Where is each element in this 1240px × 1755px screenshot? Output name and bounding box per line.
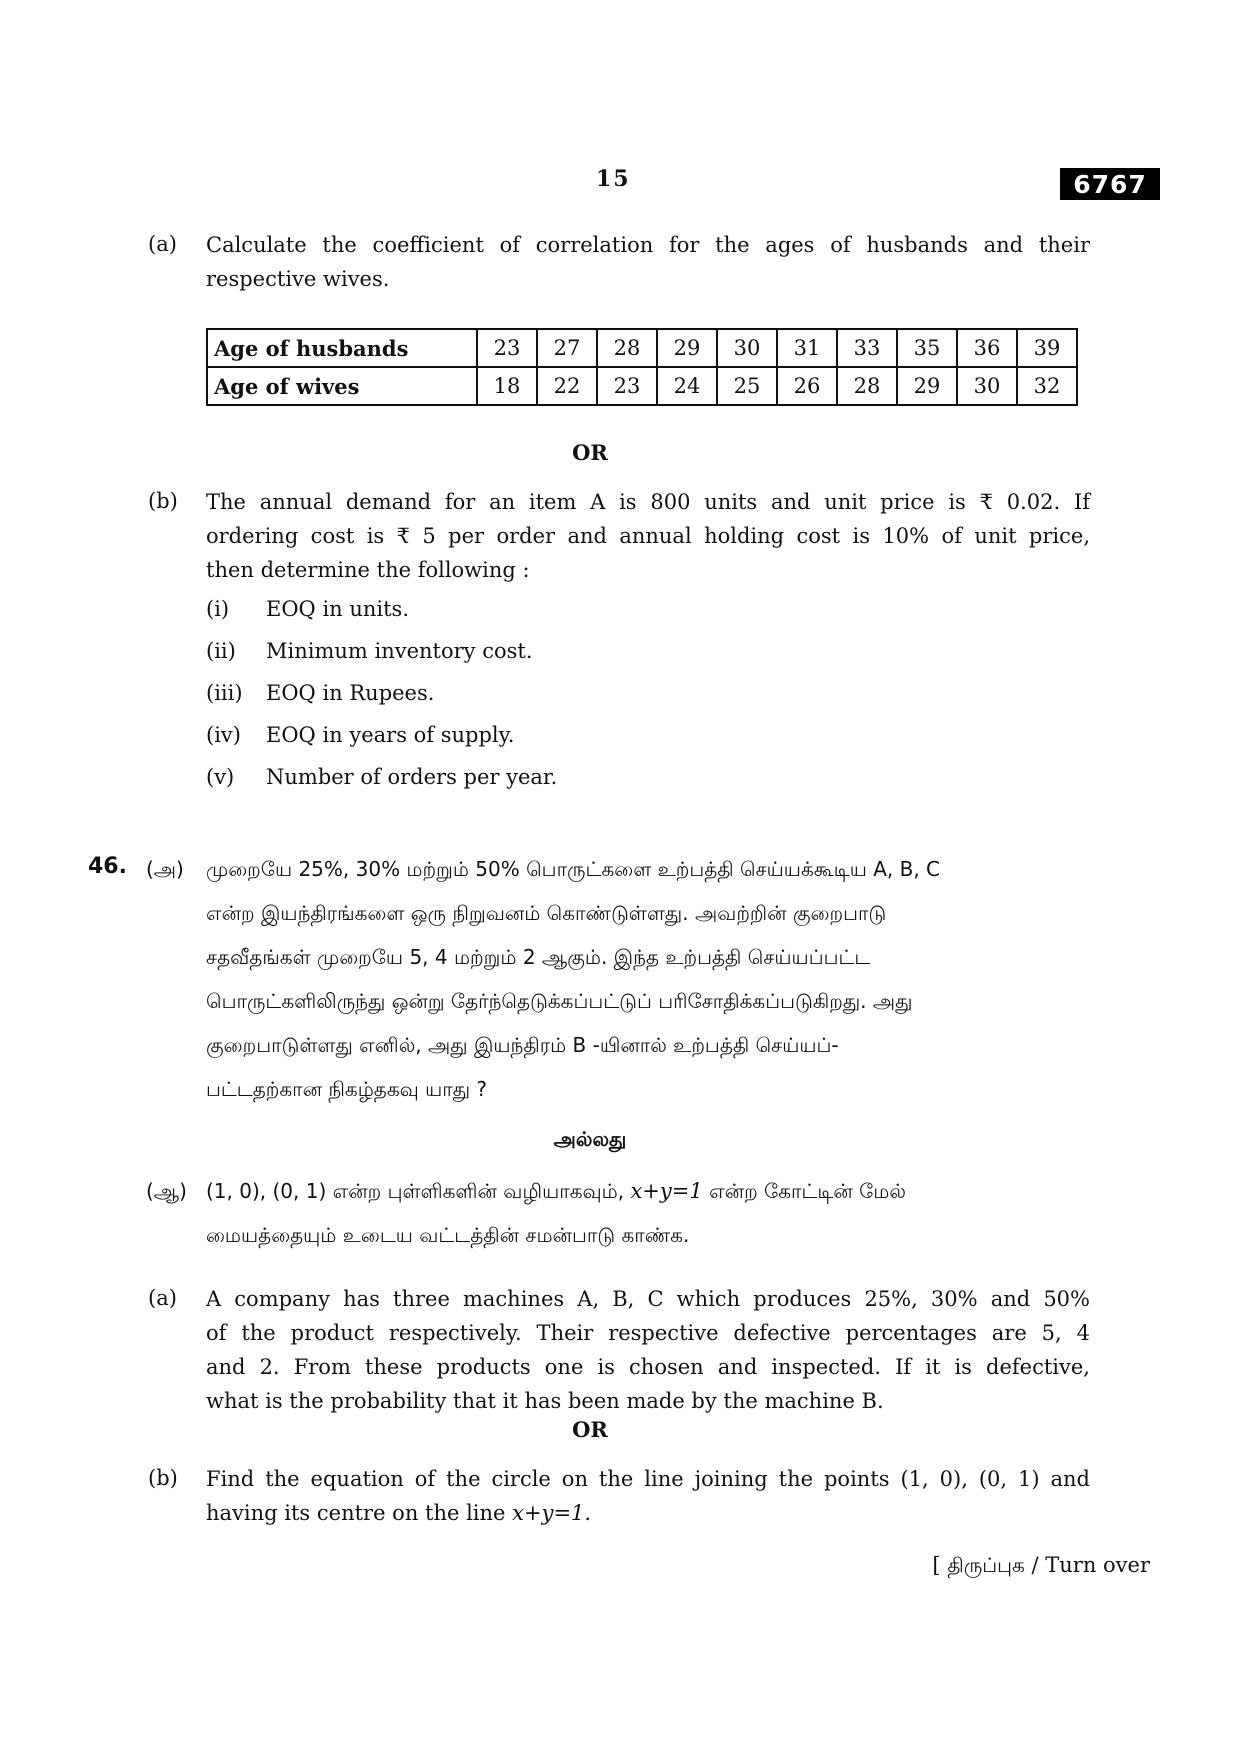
row-header-wives: Age of wives: [207, 367, 477, 405]
q45a-question: [206, 228, 1090, 296]
table-cell: 32: [1017, 367, 1077, 405]
tamil-or-separator: அல்லது: [553, 1127, 627, 1151]
or-separator-1: OR: [572, 440, 608, 465]
q46a-question: [206, 1282, 1090, 1418]
q46b-equation: x+y=1.: [512, 1501, 592, 1525]
sub-item-num: (iii): [206, 681, 243, 705]
q45b-line-2: ordering cost is ₹ 5 per order and annual holding cost is 10% of unit price,: [206, 524, 1090, 548]
q45a-label: (a): [148, 232, 177, 256]
q46-tamil-b-equation: x+y=1: [630, 1179, 703, 1203]
paper-code-badge: 6767: [1060, 168, 1160, 200]
table-cell: 18: [477, 367, 537, 405]
sub-item-num: (ii): [206, 639, 236, 663]
table-cell: 31: [777, 329, 837, 367]
table-cell: 36: [957, 329, 1017, 367]
table-cell: 30: [717, 329, 777, 367]
table-row-wives: [207, 367, 1077, 405]
q46-tamil-b-label: (ஆ): [146, 1179, 187, 1203]
sub-item-num: (v): [206, 765, 235, 789]
sub-item-num: (iv): [206, 723, 241, 747]
table-cell: 29: [657, 329, 717, 367]
turn-over-footer: [932, 1553, 1150, 1580]
q45b-question: [206, 485, 1090, 587]
sub-item-num: (i): [206, 597, 230, 621]
q46a-line: of the product respectively. Their respective defective percentages are 5, 4: [206, 1321, 1090, 1345]
q46b-label: (b): [148, 1466, 178, 1490]
table-cell: 22: [537, 367, 597, 405]
table-cell: 28: [597, 329, 657, 367]
table-cell: 35: [897, 329, 957, 367]
footer-bracket: [: [932, 1553, 941, 1577]
footer-english: Turn over: [1045, 1553, 1150, 1577]
table-cell: 29: [897, 367, 957, 405]
q46-tamil-a-line: முறையே 25%, 30% மற்றும் 50% பொருட்களை உற்பத்தி செய்யக்கூடிய A, B, C: [206, 857, 941, 881]
table-cell: 25: [717, 367, 777, 405]
q45a-line-2: respective wives.: [206, 267, 390, 291]
sub-item-text: EOQ in Rupees.: [266, 681, 435, 705]
q45a-line-1: Calculate the coefficient of correlation for the ages of husbands and their: [206, 233, 1090, 257]
q46-tamil-b-line1-post: என்ற கோட்டின் மேல்: [709, 1179, 906, 1203]
sub-item-text: EOQ in units.: [266, 597, 410, 621]
q46-tamil-a-label: (அ): [146, 857, 184, 881]
table-cell: 23: [597, 367, 657, 405]
question-number-46: 46.: [88, 854, 127, 879]
q46a-line: what is the probability that it has been made by the machine B.: [206, 1389, 884, 1413]
q46-tamil-a-line: என்ற இயந்திரங்களை ஒரு நிறுவனம் கொண்டுள்ளது. அவற்றின் குறைபாடு: [206, 901, 887, 925]
q46b-line-2: [206, 1496, 1090, 1530]
sub-item-text: Number of orders per year.: [266, 765, 558, 789]
q46b-line-1: Find the equation of the circle on the line joining the points (1, 0), (0, 1) and: [206, 1467, 1090, 1491]
table-cell: 24: [657, 367, 717, 405]
q45b-label: (b): [148, 489, 178, 513]
q46-tamil-b-line-1: [206, 1179, 1090, 1206]
q46-tamil-a-line: பொருட்களிலிருந்து ஒன்று தேர்ந்தெடுக்கப்பட்டுப் பரிசோதிக்கப்படுகிறது. அது: [206, 989, 913, 1013]
q46b-question: [206, 1462, 1090, 1530]
table-cell: 33: [837, 329, 897, 367]
sub-item-text: EOQ in years of supply.: [266, 723, 515, 747]
q46a-label: (a): [148, 1286, 177, 1310]
ages-table: [206, 328, 1078, 406]
table-cell: 30: [957, 367, 1017, 405]
table-cell: 26: [777, 367, 837, 405]
footer-separator: /: [1031, 1553, 1039, 1577]
footer-tamil: திருப்புக: [947, 1553, 1025, 1577]
row-header-husbands: Age of husbands: [207, 329, 477, 367]
table-row-husbands: [207, 329, 1077, 367]
table-cell: 39: [1017, 329, 1077, 367]
sub-item-text: Minimum inventory cost.: [266, 639, 533, 663]
q46-tamil-a-line: சதவீதங்கள் முறையே 5, 4 மற்றும் 2 ஆகும். இந்த உற்பத்தி செய்யப்பட்ட: [206, 945, 871, 969]
q46-tamil-a-line: குறைபாடுள்ளது எனில், அது இயந்திரம் B -யினால் உற்பத்தி செய்யப்-: [206, 1033, 839, 1057]
table-cell: 27: [537, 329, 597, 367]
q46a-line: and 2. From these products one is chosen and inspected. If it is defective,: [206, 1355, 1090, 1379]
table-cell: 28: [837, 367, 897, 405]
or-separator-2: OR: [572, 1417, 608, 1442]
q46a-line: A company has three machines A, B, C which produces 25%, 30% and 50%: [206, 1287, 1090, 1311]
q45b-line-1: The annual demand for an item A is 800 units and unit price is ₹ 0.02. If: [206, 490, 1090, 514]
q46-tamil-a-line: பட்டதற்கான நிகழ்தகவு யாது ?: [206, 1077, 488, 1101]
table-cell: 23: [477, 329, 537, 367]
q46b-line2-pre: having its centre on the line: [206, 1501, 506, 1525]
q45b-line-3: then determine the following :: [206, 558, 530, 582]
q46-tamil-b-line1-pre: (1, 0), (0, 1) என்ற புள்ளிகளின் வழியாகவும்,: [206, 1179, 625, 1203]
q46-tamil-b-line-2: மையத்தையும் உடைய வட்டத்தின் சமன்பாடு காண்க.: [206, 1223, 690, 1247]
page-number: 15: [596, 166, 631, 192]
